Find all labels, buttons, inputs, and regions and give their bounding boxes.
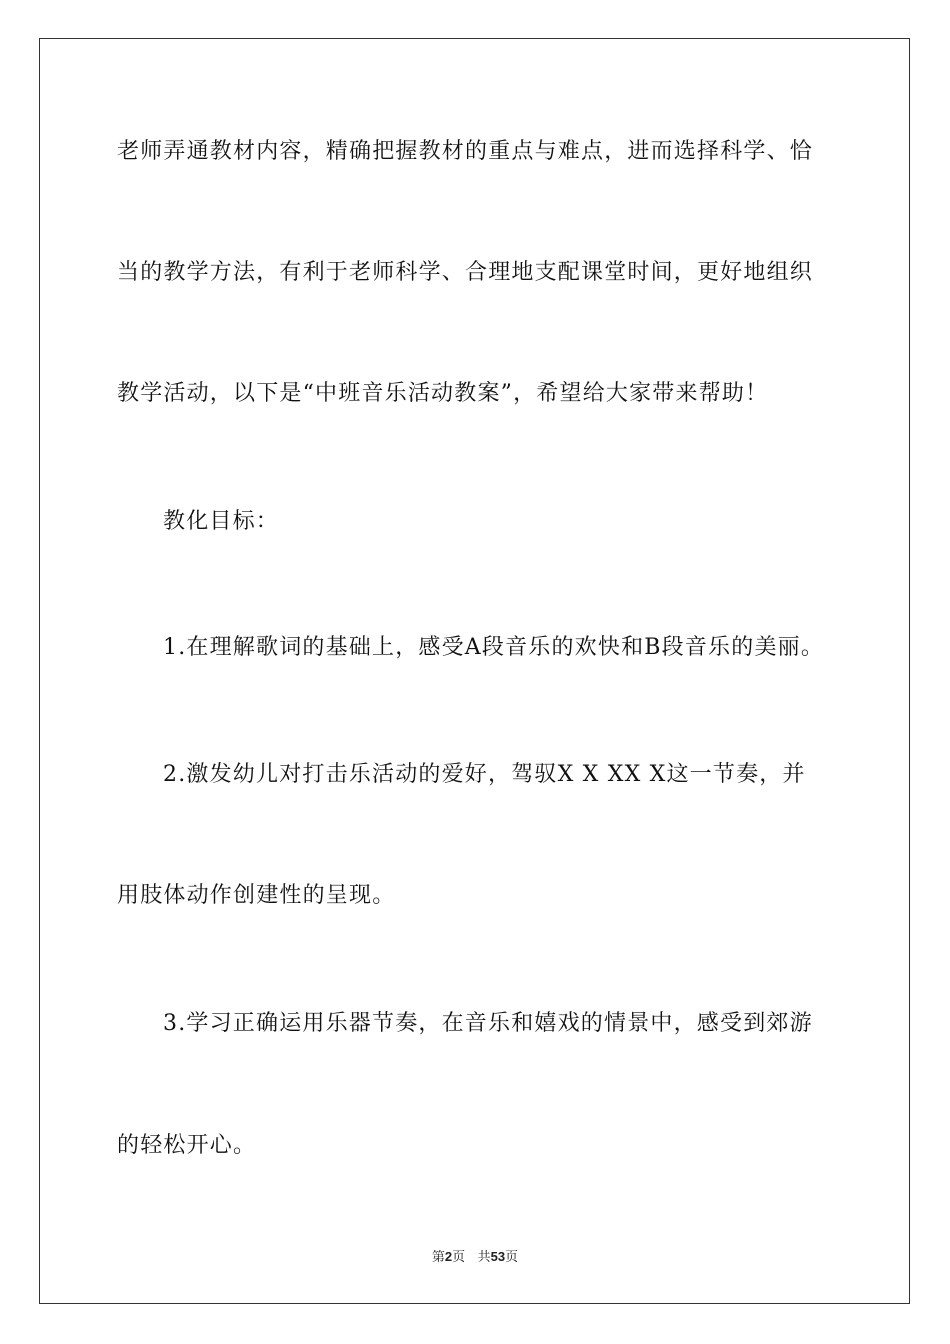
footer-page-unit: 页 bbox=[452, 1250, 466, 1265]
page-footer bbox=[0, 1246, 950, 1265]
body-line-1: 老师弄通教材内容，精确把握教材的重点与难点，进而选择科学、恰 bbox=[117, 139, 814, 164]
goal-2-continuation: 用肢体动作创建性的呈现。 bbox=[117, 883, 396, 908]
footer-total-unit: 页 bbox=[505, 1250, 519, 1265]
section-heading: 教化目标： bbox=[163, 509, 280, 534]
goal-2: 2.激发幼儿对打击乐活动的爱好，驾驭X X XX X这一节奏，并 bbox=[163, 762, 806, 787]
footer-page-number: 2 bbox=[444, 1249, 453, 1264]
goal-3: 3.学习正确运用乐器节奏，在音乐和嬉戏的情景中，感受到郊游 bbox=[163, 1011, 813, 1036]
body-line-3: 教学活动，以下是“中班音乐活动教案”，希望给大家带来帮助！ bbox=[117, 381, 769, 406]
goal-3-continuation: 的轻松开心。 bbox=[117, 1133, 257, 1158]
page-border bbox=[39, 38, 910, 1304]
goal-1: 1.在理解歌词的基础上，感受A段音乐的欢快和B段音乐的美丽。 bbox=[163, 635, 825, 660]
footer-total-pages: 53 bbox=[490, 1249, 506, 1264]
footer-page-prefix: 第 bbox=[431, 1250, 445, 1265]
footer-total-prefix: 共 bbox=[477, 1250, 491, 1265]
body-line-2: 当的教学方法，有利于老师科学、合理地支配课堂时间，更好地组织 bbox=[117, 260, 814, 285]
